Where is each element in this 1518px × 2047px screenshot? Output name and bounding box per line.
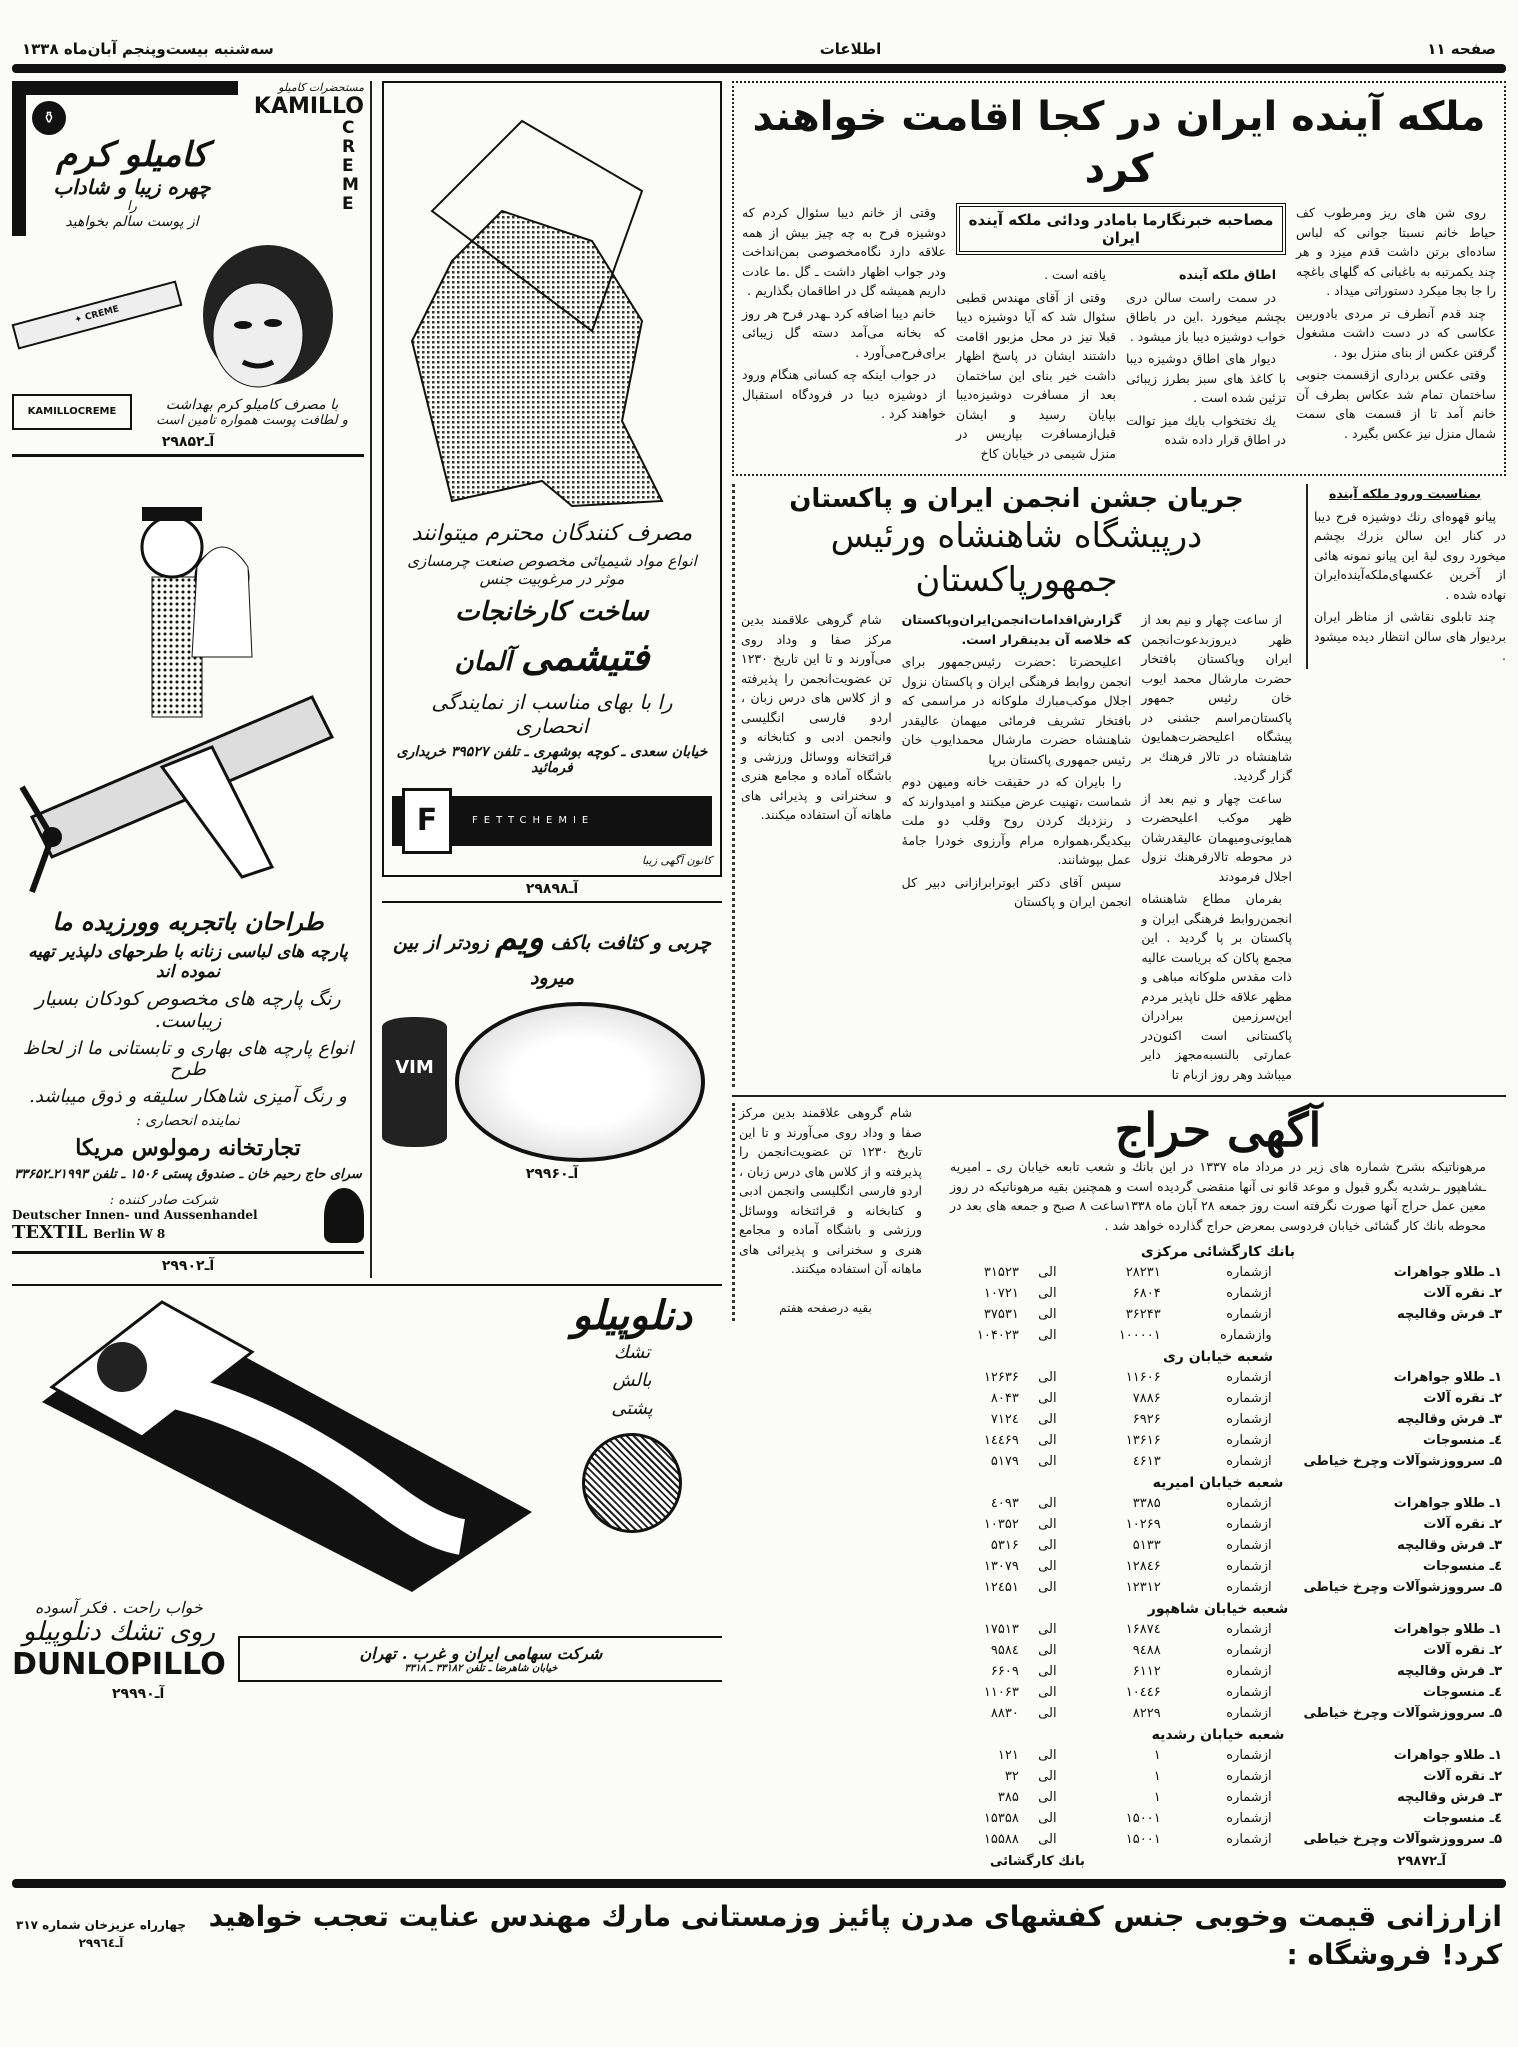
article-kicker: جریان جشن انجمن ایران و پاکستان xyxy=(789,484,1244,514)
table-row xyxy=(930,1451,1506,1472)
ad-line: زودتر از بین میرود xyxy=(392,931,575,989)
to-label: الی xyxy=(1038,1622,1057,1638)
item-name: ۲ـ نقره آلات xyxy=(1423,1643,1502,1659)
from-number: ۱ xyxy=(1153,1769,1161,1785)
item-name: ۳ـ فرش وقالیچه xyxy=(1397,1412,1502,1428)
to-label: الی xyxy=(1038,1832,1057,1848)
kamillo-logo-icon: ⚱ xyxy=(32,101,66,135)
ad-line: ساخت کارخانجات xyxy=(455,597,649,627)
to-label: الی xyxy=(1038,1811,1057,1827)
from-label: ازشماره xyxy=(1226,1433,1272,1449)
footer-rule xyxy=(12,1879,1506,1888)
from-label: ازشماره xyxy=(1226,1496,1272,1512)
table-row xyxy=(930,1325,1506,1346)
ad-address: خیابان سعدی ـ کوچه بوشهری ـ تلفن ۳۹۵۲۷ خریداری فرمائید xyxy=(396,743,708,776)
ads-column xyxy=(12,81,372,1278)
table-row xyxy=(930,1493,1506,1514)
from-number: ۱۵۰۰۱ xyxy=(1125,1832,1161,1848)
from-label: ازشماره xyxy=(1226,1307,1272,1323)
ad-kamillo xyxy=(12,81,364,430)
exporter-city: Berlin W 8 xyxy=(93,1227,166,1241)
to-number: ۳۸۵ xyxy=(997,1790,1019,1806)
item-name: ۱ـ طلاو جواهرات xyxy=(1393,1748,1502,1764)
article-column-side: بمناسبت ورود ملکه آینده پیانو قهوه‌ای رنك دوشیزه فرح دیبا در کنار این سالن بزرك بچشم میخورد روی لبهٔ این پیانو نمونه هائی از آخرین عکسهای‌ملکه‌آینده‌ایران نهاده شده . چند تابلوی نقاشی از مناظر ایران بردیوار های سالن انتظار دیده میشود . xyxy=(1306,484,1506,669)
table-row xyxy=(930,1430,1506,1451)
from-label: ازشماره xyxy=(1226,1622,1272,1638)
to-number: ۳۱۵۲۳ xyxy=(983,1265,1019,1281)
from-label: ازشماره xyxy=(1226,1811,1272,1827)
table-row xyxy=(930,1766,1506,1787)
to-label: الی xyxy=(1038,1328,1057,1344)
to-label: الی xyxy=(1038,1370,1057,1386)
from-label: ازشماره xyxy=(1226,1769,1272,1785)
table-row xyxy=(930,1556,1506,1577)
ad-brand-en: DUNLOPILLO xyxy=(12,1647,226,1682)
to-label: الی xyxy=(1038,1580,1057,1596)
article-headline: درپیشگاه شاهنشاه ورئیس جمهورپاکستان xyxy=(830,516,1203,601)
to-label: الی xyxy=(1038,1433,1057,1449)
table-row xyxy=(930,1367,1506,1388)
from-number: ۱۰۲۶۹ xyxy=(1125,1517,1161,1533)
page-header xyxy=(12,0,1506,64)
item-name: ۳ـ فرش وقالیچه xyxy=(1397,1790,1502,1806)
ad-line: و لطافت پوست همواره تامین است xyxy=(156,412,348,428)
to-label: الی xyxy=(1038,1538,1057,1554)
to-label: الی xyxy=(1038,1790,1057,1806)
auction-notice xyxy=(930,1103,1506,1873)
to-number: ۱۷۵۱۳ xyxy=(983,1622,1019,1638)
to-label: الی xyxy=(1038,1706,1057,1722)
article-subhead: مصاحبه خبرنگارما بامادر ودائی ملکه آینده ایران xyxy=(956,203,1286,255)
ad-product-list: تشك بالش پشتی xyxy=(611,1342,653,1419)
auction-signature: بانك کارگشائی xyxy=(990,1854,1085,1870)
from-label: ازشماره xyxy=(1226,1685,1272,1701)
mattress-sleeping-woman-illustration xyxy=(12,1292,532,1592)
item-name: ۱ـ طلاو جواهرات xyxy=(1393,1622,1502,1638)
from-number: ۷۸۸۶ xyxy=(1132,1391,1161,1407)
to-label: الی xyxy=(1038,1559,1057,1575)
from-label: ازشماره xyxy=(1226,1370,1272,1386)
from-number: ۳۶۲۴۳ xyxy=(1125,1307,1161,1323)
ad-line: با مصرف کامیلو کرم بهداشت xyxy=(165,396,339,413)
article-column: وقتی از خانم دیبا سئوال کردم که دوشیزه فرح به چه چیز بیش از همه علاقه دارد نگاه‌مخصوصی بمن‌انداخت ودر جواب اظهار داشت ـ گل .ما عادت داریم همیشه گل در اطاقمان بگذاریم . خانم دیبا اضافه کرد ـهدر فرح هر روز که بخانه می‌آمد دسته گل زیبائی برای‌فرح‌می‌آورد . در جواب اینکه چه کسانی هنگام ورود از دوشیزه دیبا در فرودگاه استقبال خواهند کرد . xyxy=(742,205,946,421)
leather-hide-map-illustration xyxy=(392,91,692,511)
ad-code: آـ۲۹۸۹۸ xyxy=(525,880,579,897)
product-box: KAMILLOCREME xyxy=(12,394,132,430)
article-column: گزارش‌اقدامات‌انجمن‌ایران‌وپاکستان که خلاصه آن بدینقرار است. اعلیحضرتا :حضرت رئیس‌جمهور برای انجمن روابط فرهنگی ایران و پاکستان نزول اجلال موکب‌مبارك ملوکانه در مراسمی که بافتخار تشریف فرمائی میهمان عالیقدر شاهنشاه حضرت مارشال محمدایوب خان رئیس جمهوری پاکستان برپا را بایران که در حقیقت خانه ومیهن دوم شماست ،تهنیت عرض میکنند و امیدوارند که د رنزدیك کردن روح وقلب دو ملت بیکدیگر،همواره مرام وآرزوی خودرا جامهٔ عمل بپوشانند. سپس آقای دکتر ابوترابرازانی دبیر کل انجمن ایران و پاکستان xyxy=(901,612,1132,910)
item-name: ۱ـ طلاو جواهرات xyxy=(1393,1370,1502,1386)
ad-textile xyxy=(12,457,364,1278)
to-number: ۱٤٤۶۹ xyxy=(983,1433,1019,1449)
header-rule xyxy=(12,64,1506,73)
item-name: ۵ـ سرووزشوآلات وچرخ خیاطی xyxy=(1303,1832,1502,1848)
from-number: ۱۲۸٤۶ xyxy=(1125,1559,1161,1575)
item-name: ۲ـ نقره آلات xyxy=(1423,1769,1502,1785)
item-name xyxy=(1276,1325,1506,1346)
news-area xyxy=(732,81,1506,1873)
page-body xyxy=(12,81,1506,1873)
ad-address: خیابان شاهرضا ـ تلفن ۳۳۱۸۲ ـ ۳۳۱۸ xyxy=(404,1663,558,1674)
table-row xyxy=(930,1283,1506,1304)
ad-maker: مستحضرات کامیلو xyxy=(278,81,364,94)
fettchemie-logo-icon: F xyxy=(402,788,452,854)
to-number: ۱۵۳۵۸ xyxy=(983,1811,1019,1827)
to-number: ۳۲ xyxy=(1004,1769,1019,1785)
airplane-couple-illustration xyxy=(12,457,352,897)
ads-area xyxy=(12,81,722,1706)
auction-code: آـ۲۹۸۷۲ xyxy=(1397,1854,1446,1870)
ad-representative: تجارتخانه رمولوس مریکا xyxy=(75,1135,301,1161)
item-name: ٤ـ منسوجات xyxy=(1423,1433,1502,1449)
item-name: ۳ـ فرش وقالیچه xyxy=(1397,1538,1502,1554)
table-row xyxy=(930,1745,1506,1766)
ad-dunlopillo xyxy=(12,1292,722,1682)
table-row xyxy=(930,1409,1506,1430)
branch-name: شعبه خیابان رشدیه xyxy=(1151,1726,1285,1743)
ad-line: شرکت صادر کننده : xyxy=(109,1193,219,1208)
ad-line: انواع مواد شیمیائی مخصوص صنعت چرمسازی موثر در مرغوبیت جنس xyxy=(407,552,697,588)
to-number: ۷۱۲٤ xyxy=(990,1412,1019,1428)
ad-code: آـ۲۹۹۰۲ xyxy=(161,1258,215,1274)
to-number: ۳۷۵۳۱ xyxy=(983,1307,1019,1323)
ad-line: را با بهای مناسب از نمایندگی انحصاری xyxy=(431,689,673,738)
from-number: ۶۱۱۲ xyxy=(1132,1664,1161,1680)
table-row xyxy=(930,1304,1506,1325)
auction-section-header xyxy=(930,1472,1506,1493)
from-number: ۱ xyxy=(1153,1748,1161,1764)
to-number: ۱۲۶۳۶ xyxy=(983,1370,1019,1386)
auction-table xyxy=(930,1241,1506,1850)
article-column: شام گروهی علاقمند بدین مرکز صفا و وداد روی می‌آورند و تا این تاریخ ۱۲۳۰ تن عضویت‌انجمن را پذیرفته و از کلاس های درس زبان ، اردو فارسی انگلیسی وانجمن ادبی و کتابخانه و قرائتخانه ووسائل ورزشی و باشگاه آماده و مجامع هنری و سخنرانی و پذیرائی های ماهانه آن استفاده میکنند. xyxy=(741,612,892,823)
from-number: ٤۶۱۳ xyxy=(1132,1454,1161,1470)
ad-brand-fa: فتیشمی xyxy=(520,634,650,680)
ad-line: نماینده انحصاری : xyxy=(136,1113,240,1129)
article-column: اطاق ملکه آینده در سمت راست سالن دری بچشم میخورد .این در باطاق خواب دوشیزه دیبا باز میشود . دیوار های اطاق دوشیزه دیبا با کاغذ های سبز بطرز زیبائی تزئین شده است . یك تختخواب بایك میز توالت در اطاق قرار داده شده xyxy=(1126,267,1286,447)
fettchemie-logo-bar: FETTCHEMIE xyxy=(472,815,595,827)
from-label: ازشماره xyxy=(1226,1559,1272,1575)
ad-line: چهره زیبا و شاداب xyxy=(53,175,211,199)
woman-portrait-illustration xyxy=(188,240,338,390)
to-label: الی xyxy=(1038,1769,1057,1785)
ad-line: پارچه های لباسی زنانه با طرحهای دلپذیر تهیه نموده اند xyxy=(28,942,348,982)
item-name: ٤ـ منسوجات xyxy=(1423,1559,1502,1575)
mascot-icon xyxy=(324,1188,364,1243)
to-number: ۱۲۱ xyxy=(997,1748,1019,1764)
from-number: ۱۱۶۰۶ xyxy=(1125,1370,1161,1386)
to-number: ۱۲٤۵۱ xyxy=(983,1580,1019,1596)
item-name: ۲ـ نقره آلات xyxy=(1423,1286,1502,1302)
ad-code: آـ۲۹۸۵۲ xyxy=(161,434,215,450)
from-number: ۲۸۲۳۱ xyxy=(1125,1265,1161,1281)
to-label: الی xyxy=(1038,1412,1057,1428)
auction-section-header xyxy=(930,1598,1506,1619)
from-number: ۱۰۰۰۰۱ xyxy=(1118,1328,1161,1344)
item-name: ۲ـ نقره آلات xyxy=(1423,1391,1502,1407)
to-number: ۱۳۰۷۹ xyxy=(983,1559,1019,1575)
cream-tube-illustration: ✦ CREME xyxy=(12,280,183,349)
table-row xyxy=(930,1577,1506,1598)
ad-slogan: خواب راحت . فکر آسوده xyxy=(34,1598,203,1617)
from-label: ازشماره xyxy=(1226,1664,1272,1680)
table-row xyxy=(930,1619,1506,1640)
item-name: ۵ـ سرووزشوآلات وچرخ خیاطی xyxy=(1303,1454,1502,1470)
table-row xyxy=(930,1661,1506,1682)
from-number: ۹٤۸۸ xyxy=(1132,1643,1161,1659)
article-column: یافته است . وقتی از آقای مهندس قطبی سئوال شد که آیا دوشیزه دیبا قبلا نیز در محل مزبور اقامت داشتند ایشان در پاسخ اظهار داشت خیر بنای این ساختمان بعد از مسافرت دوشیزه‌دیبا بپایان رسید و ایشان قبل‌ازمسافرت بپاریس در منزل شیمی در خیابان کاخ xyxy=(956,267,1116,461)
to-label: الی xyxy=(1038,1286,1057,1302)
to-label: الی xyxy=(1038,1685,1057,1701)
to-number: ۱۰۴۰۲۳ xyxy=(976,1328,1019,1344)
to-number: ۵۱۷۹ xyxy=(990,1454,1019,1470)
ad-line: انواع پارچه های بهاری و تابستانی ما از لحاظ طرح xyxy=(22,1038,354,1080)
article-column: از ساعت چهار و نیم بعد از ظهر دیروزبدعوت‌انجمن ایران وپاکستان بافتخار حضرت مارشال محمد ایوب خان رئیس جمهور پاکستان‌مراسم جشنی در پیشگاه اعلیحضرت‌همایون شاهنشاه در تالار فرهنك بر گزار گردید. ساعت چهار و نیم بعد از ظهر موکب اعلیحضرت همایونی‌ومیهمان عالیقدرشان در محوطه تالارفرهنك نزول اجلال فرمودند بفرمان مطاع شاهنشاه انجمن‌روابط فرهنگی ایران و پاکستان بر پا گردید . این مجمع پاکان که بریاست عالیه ذات مقدس ملوکانه مباهی و مظهر علاقه خلل ناپذیر مردم این‌سرزمین ببرادران پاکستانی است اکنون‌در عمارتی بالنسبه‌مجهز دایر میباشد وهر روز ازبام تا xyxy=(1141,612,1292,1082)
footer-ad-address: چهارراه عزیزخان شماره ۳۱۷ xyxy=(16,1918,186,1933)
table-row xyxy=(930,1787,1506,1808)
to-number: ۵۳۱۶ xyxy=(990,1538,1019,1554)
from-number: ۶۹۲۶ xyxy=(1132,1412,1161,1428)
item-name: ۱ـ طلاو جواهرات xyxy=(1393,1496,1502,1512)
to-number: ۶۶۰۹ xyxy=(990,1664,1019,1680)
from-label: ازشماره xyxy=(1226,1454,1272,1470)
article-future-queen xyxy=(732,81,1506,476)
from-label: وازشماره xyxy=(1219,1328,1272,1344)
to-label: الی xyxy=(1038,1454,1057,1470)
item-name: ٤ـ منسوجات xyxy=(1423,1811,1502,1827)
ad-code: آـ۲۹۹۶۰ xyxy=(525,1166,579,1183)
to-label: الی xyxy=(1038,1517,1057,1533)
from-number: ۱۲۳۱۲ xyxy=(1125,1580,1161,1596)
ad-fettchemie xyxy=(382,81,722,877)
ad-line: و رنگ آمیزی شاهکار سلیقه و ذوق میباشد. xyxy=(29,1086,347,1107)
item-name: ۳ـ فرش وقالیچه xyxy=(1397,1307,1502,1323)
ad-line: را xyxy=(127,199,137,214)
from-label: ازشماره xyxy=(1226,1286,1272,1302)
table-row xyxy=(930,1262,1506,1283)
item-name: ۵ـ سرووزشوآلات وچرخ خیاطی xyxy=(1303,1706,1502,1722)
to-label: الی xyxy=(1038,1664,1057,1680)
to-label: الی xyxy=(1038,1391,1057,1407)
to-number: ۸۰۴۳ xyxy=(990,1391,1019,1407)
to-label: الی xyxy=(1038,1307,1057,1323)
ad-line: رنگ پارچه های مخصوص کودکان بسیار زیباست. xyxy=(35,988,341,1032)
item-name: ۳ـ فرش وقالیچه xyxy=(1397,1664,1502,1680)
from-label: ازشماره xyxy=(1226,1265,1272,1281)
from-number: ۱۵۰۰۱ xyxy=(1125,1811,1161,1827)
branch-name: بانك کارگشائی مرکزی xyxy=(1140,1243,1296,1260)
issue-date: سه‌شنبه بیست‌وپنجم آبان‌ماه ۱۳۳۸ xyxy=(22,40,274,58)
item-name: ۱ـ طلاو جواهرات xyxy=(1393,1265,1502,1281)
ad-line: چربی و کثافت باکف xyxy=(550,931,711,954)
from-label: ازشماره xyxy=(1226,1538,1272,1554)
to-number: ۱۰۳۵۲ xyxy=(983,1517,1019,1533)
ad-line: طراحان باتجربه وورزیده ما xyxy=(52,907,324,936)
branch-name: شعبه خیابان ری xyxy=(1162,1348,1274,1365)
from-label: ازشماره xyxy=(1226,1517,1272,1533)
from-label: ازشماره xyxy=(1226,1580,1272,1596)
ad-brand-en: KAMILLO xyxy=(253,94,364,119)
from-label: ازشماره xyxy=(1226,1412,1272,1428)
branch-name: شعبه خیابان امیریه xyxy=(1152,1474,1284,1491)
table-row xyxy=(930,1514,1506,1535)
ad-line: از پوست سالم بخواهید xyxy=(65,214,199,230)
ad-company: شرکت سهامی ایران و غرب . تهران xyxy=(359,1644,603,1663)
from-number: ۶۸۰۴ xyxy=(1132,1286,1161,1302)
to-label: الی xyxy=(1038,1265,1057,1281)
auction-section-header xyxy=(930,1724,1506,1745)
divider xyxy=(12,1284,722,1286)
ads-column xyxy=(382,81,722,1186)
ad-line: مصرف کنندگان محترم میتوانند xyxy=(411,521,693,546)
auction-section-header xyxy=(930,1241,1506,1262)
from-number: ۸۲۲۹ xyxy=(1132,1706,1161,1722)
article-continuation: شام گروهی علاقمند بدین مرکز صفا و وداد روی می‌آورند و تا این تاریخ ۱۲۳۰ تن عضویت‌انجمن را پذیرفته و از کلاس های درس زبان ، اردو فارسی انگلیسی وانجمن ادبی و کتابخانه و قرائتخانه ووسائل ورزشی و باشگاه آماده و مجامع هنری و سخنرانی و پذیرائی های ماهانه آن استفاده میکنند. بقیه درصفحه هفتم xyxy=(732,1103,922,1321)
ad-brand-creme: CREME xyxy=(342,118,359,214)
sink-basin-illustration xyxy=(455,1002,705,1162)
from-number: ۱۰٤٤۶ xyxy=(1125,1685,1161,1701)
continued-note: بقیه درصفحه هفتم xyxy=(779,1300,872,1315)
from-label: ازشماره xyxy=(1226,1748,1272,1764)
table-row xyxy=(930,1808,1506,1829)
ad-agency: کانون آگهی زیبا xyxy=(642,853,712,867)
article-headline: ملکه آینده ایران در کجا اقامت خواهند کرد xyxy=(752,94,1486,192)
table-row xyxy=(930,1829,1506,1850)
ad-brand-fa: ویم xyxy=(495,917,544,958)
newspaper-name: اطلاعات xyxy=(819,40,882,58)
to-number: ۱۵۵۸۸ xyxy=(983,1832,1019,1848)
from-number: ۱ xyxy=(1153,1790,1161,1806)
from-number: ۵۱۳۳ xyxy=(1132,1538,1161,1554)
from-label: ازشماره xyxy=(1226,1790,1272,1806)
article-column: روی شن های ریز ومرطوب کف حیاط خانم نسبتا جوانی که لباس ساده‌ای برتن داشت قدم میزد و هر چند یکمرتبه به باغبانی که گلهای باغچه را جا بجا میکرد دستوراتی میداد . چند قدم آنطرف تر مردی بادوربین عکاسی که در دست داشت مشغول گرفتن عکس از بنای منزل بود . وقتی عکس برداری ازقسمت جنوبی ساختمان تمام شد عکاس بطرف آن خانم آمد تا از قسمت های سمت شمال منزل نیز عکس بگیرد . xyxy=(1296,205,1496,441)
from-label: ازشماره xyxy=(1226,1643,1272,1659)
exporter-brand: TEXTIL xyxy=(12,1222,88,1243)
from-number: ۳۳۸۵ xyxy=(1132,1496,1161,1512)
auction-body: مرهوناتیکه بشرح شماره های زیر در مرداد ماه ۱۳۳۷ در این بانك و شعب تابعه خیابان ری ـ امیریه ـشاهپور ـرشدیه بگرو قبول و موعد قانو نی آنها منقضی گردیده است و همچنین بقیه مرهوناتیکه در روز معین عمل حراج آنها صورت نگرفته است روز جمعه ۲۸ آبان ماه ۱۳۳۸ساعت ۸ صبح و جمعه های بعد در محوطه بانك کار گشائی خیابان فردوسی بمعرض حراج گذارده خواهد شد . xyxy=(950,1159,1487,1233)
to-number: ۸۸۳۰ xyxy=(990,1706,1019,1722)
ad-code: آـ۲۹۹۹۰ xyxy=(112,1686,165,1702)
to-number: ۱۰۷۲۱ xyxy=(983,1286,1019,1302)
item-name: ۵ـ سرووزشوآلات وچرخ خیاطی xyxy=(1303,1580,1502,1596)
table-row xyxy=(930,1388,1506,1409)
table-row xyxy=(930,1640,1506,1661)
ad-brand-fa: دنلوپیلو xyxy=(572,1292,692,1339)
footer-ad-banner: ازارزانی قیمت وخوبی جنس کفشهای مدرن پائیز وزمستانی مارك مهندس عنایت تعجب خواهید کرد! فروشگاه : xyxy=(208,1900,1502,1972)
auction-section-header xyxy=(930,1346,1506,1367)
article-iran-pakistan xyxy=(732,484,1298,1087)
ad-vim xyxy=(382,901,722,1163)
table-row xyxy=(930,1682,1506,1703)
vim-can-illustration: VIM xyxy=(382,1017,447,1147)
from-number: ۱۳۶۱۶ xyxy=(1125,1433,1161,1449)
to-label: الی xyxy=(1038,1643,1057,1659)
from-label: ازشماره xyxy=(1226,1832,1272,1848)
branch-name: شعبه خیابان شاهپور xyxy=(1147,1600,1289,1617)
from-label: ازشماره xyxy=(1226,1706,1272,1722)
to-number: ٤۰۹۳ xyxy=(990,1496,1019,1512)
to-label: الی xyxy=(1038,1748,1057,1764)
ad-address: سرای حاج رحیم خان ـ صندوق پستی ۱۵۰۶ ـ تلفن ۲۱۹۹۳ـ۳۳۶۵۲ xyxy=(14,1167,362,1182)
exporter-name: Deutscher Innen- und Aussenhandel xyxy=(12,1208,258,1222)
from-number: ۱۶۸۷٤ xyxy=(1125,1622,1161,1638)
ad-brand-fa: کامیلو کرم xyxy=(56,135,208,175)
table-row xyxy=(930,1535,1506,1556)
to-label: الی xyxy=(1038,1496,1057,1512)
item-name: ٤ـ منسوجات xyxy=(1423,1685,1502,1701)
item-name: ۲ـ نقره آلات xyxy=(1423,1517,1502,1533)
footer-ad-code: آـ۲۹۹٦٤ xyxy=(78,1936,124,1951)
footer-ad xyxy=(12,1888,1506,1994)
from-label: ازشماره xyxy=(1226,1391,1272,1407)
hand-press-illustration xyxy=(582,1433,682,1533)
to-number: ۱۱۰۶۳ xyxy=(983,1685,1019,1701)
to-number: ۹۵۸٤ xyxy=(990,1643,1019,1659)
page-number: صفحه ۱۱ xyxy=(1427,40,1496,58)
ad-slogan: روی تشك دنلوپیلو xyxy=(22,1617,216,1647)
auction-title: آگهی حراج xyxy=(1114,1103,1322,1158)
table-row xyxy=(930,1703,1506,1724)
ad-line: آلمان xyxy=(454,647,512,678)
